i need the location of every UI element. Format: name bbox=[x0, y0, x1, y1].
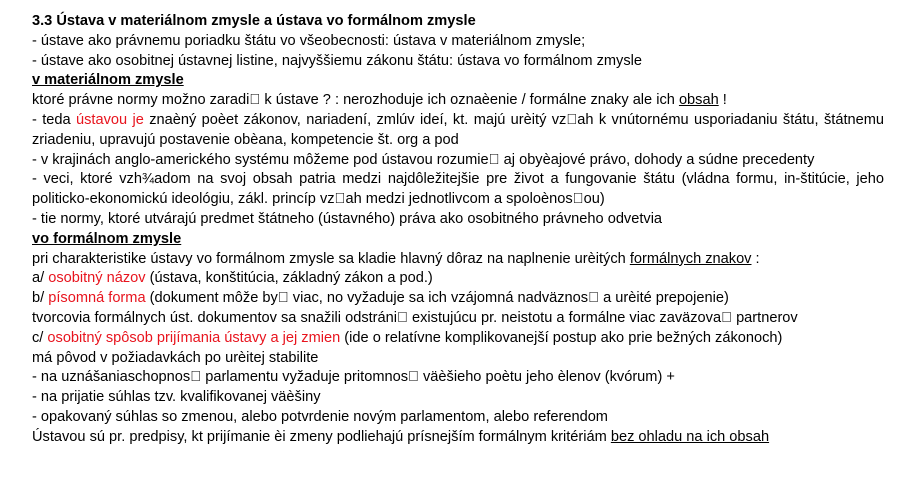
material-question-end: ! bbox=[718, 92, 727, 109]
formal-c-post: (ide o relatívne komplikovanejší postup ako prie bežných zákonoch) bbox=[340, 329, 783, 346]
formal-pri bbox=[32, 250, 884, 270]
material-teda bbox=[32, 111, 884, 151]
material-anglo: - v krajinách anglo-amerického systému môžeme pod ústavou rozumie  aj obyèajové právo, dohody a súdne precedenty bbox=[32, 151, 815, 168]
formal-heading: vo formálnom zmysle bbox=[32, 230, 182, 247]
formal-c-red: osobitný spôsob prijímania ústavy a jej zmien bbox=[47, 329, 341, 346]
material-question bbox=[32, 91, 884, 111]
material-veci: - veci, ktoré vzh¾adom na svoj obsah patria medzi najdôležitejšie pre život a fungovanie štátu (vládna formu, in-štitúcie, jeho politicko-ekonomickú ideológiu, zákl. princíp vz ah medzi jednotlivcom a spoloènos ou) bbox=[32, 171, 884, 208]
document-page bbox=[32, 12, 884, 448]
formal-povod: má pôvod v požiadavkách po urèitej stabilite bbox=[32, 349, 319, 366]
formal-ustavou bbox=[32, 428, 884, 448]
material-heading: v materiálnom zmysle bbox=[32, 72, 184, 89]
formal-pri-text: pri charakteristike ústavy vo formálnom zmysle sa kladie hlavný dôraz na naplnenie urèitých bbox=[32, 250, 630, 267]
formal-item-c bbox=[32, 329, 884, 349]
material-teda-pre: - teda bbox=[32, 111, 76, 128]
formal-a-red: osobitný názov bbox=[48, 270, 146, 287]
formal-tvorcovia: tvorcovia formálnych úst. dokumentov sa snažili odstráni  existujúcu pr. neistotu a formálne viac zaväzova  partnerov bbox=[32, 309, 798, 326]
formal-c-pre: c/ bbox=[32, 329, 48, 346]
material-question-text: ktoré právne normy možno zaradi  k ústave ? : nerozhoduje ich oznaèenie / formálne znaky ale ich bbox=[32, 92, 679, 109]
formal-a-pre: a/ bbox=[32, 270, 49, 287]
material-teda-red: ústavou je bbox=[76, 111, 144, 128]
section-heading: 3.3 Ústava v materiálnom zmysle a ústava vo formálnom zmysle bbox=[32, 13, 476, 29]
formal-a-post: (ústava, konštitúcia, základný zákon a pod.) bbox=[145, 270, 433, 287]
formal-uznas: - na uznášaniaschopnos  parlamentu vyžaduje pritomnos  väèšieho poètu jeho èlenov (kvórum) + bbox=[32, 369, 675, 386]
formal-item-b bbox=[32, 289, 884, 309]
formal-b-post: (dokument môže by  viac, no vyžaduje sa ich vzájomná nadväznos  a urèité prepojenie) bbox=[145, 290, 729, 307]
formal-prijatie: - na prijatie súhlas tzv. kvalifikovanej väèšiny bbox=[32, 389, 321, 406]
formal-ustavou-text: Ústavou sú pr. predpisy, kt prijímanie èi zmeny podliehajú prísnejším formálnym kritériám bbox=[32, 428, 611, 445]
formal-opak: - opakovaný súhlas so zmenou, alebo potvrdenie novým parlamentom, alebo referendom bbox=[32, 408, 608, 425]
material-tie: - tie normy, ktoré utvárajú predmet štátneho (ústavného) práva ako osobitného právneho odvetvia bbox=[32, 210, 663, 227]
material-teda-post: znaèný poèet zákonov, nariadení, zmlúv ideí, kt. majú urèitý vz ah k vnútornému usporiadaniu štátu, štátnemu zriadeniu, upravujú postavenie obèana, kompetencie št. org a pod bbox=[32, 111, 884, 148]
formal-item-a bbox=[32, 269, 884, 289]
formal-b-red: písomná forma bbox=[48, 290, 146, 307]
intro-line-1: - ústave ako právnemu poriadku štátu vo všeobecnosti: ústava v materiálnom zmysle; bbox=[32, 32, 586, 49]
formal-pri-link: formálnych znakov bbox=[629, 250, 752, 267]
material-question-obsah: obsah bbox=[678, 92, 719, 109]
formal-b-pre: b/ bbox=[32, 290, 49, 307]
intro-line-2: - ústave ako osobitnej ústavnej listine, najvyššiemu zákonu štátu: ústava vo formálnom zmysle bbox=[32, 52, 642, 69]
formal-pri-end: : bbox=[751, 250, 760, 267]
formal-ustavou-link: bez ohladu na ich obsah bbox=[610, 428, 770, 445]
